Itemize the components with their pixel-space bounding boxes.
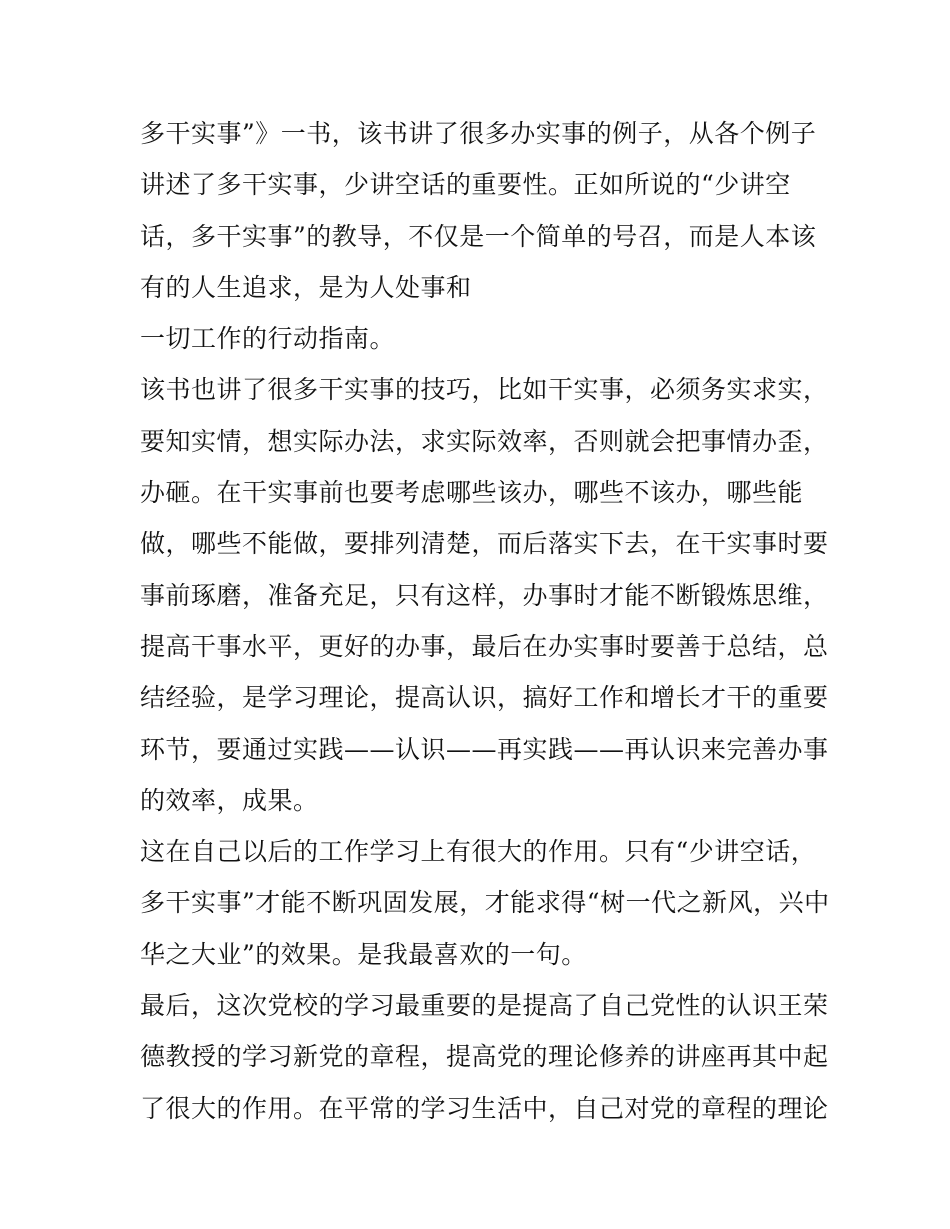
- text-line: 要知实情，想实际办法，求实际效率，否则就会把事情办歪，: [140, 426, 829, 456]
- text-line: 事前琢磨，准备充足，只有这样，办事时才能不断锻炼思维，: [140, 580, 829, 610]
- body-text: [140, 108, 830, 1134]
- text-line: 的效率，成果。: [140, 785, 319, 815]
- text-line: 结经验，是学习理论，提高认识，搞好工作和增长才干的重要: [140, 683, 829, 713]
- text-line: 该书也讲了很多干实事的技巧，比如干实事，必须务实求实，: [140, 375, 829, 405]
- text-line: 有的人生追求，是为人处事和: [140, 272, 472, 302]
- text-line: 这在自己以后的工作学习上有很大的作用。只有“少讲空话，: [140, 837, 817, 867]
- text-line: 话，多干实事”的教导，不仅是一个简单的号召，而是人本该: [140, 221, 817, 251]
- text-line: 办砸。在干实事前也要考虑哪些该办，哪些不该办，哪些能: [140, 478, 804, 508]
- text-line: 做，哪些不能做，要排列清楚，而后落实下去，在干实事时要: [140, 529, 829, 559]
- text-line: 多干实事”》一书，该书讲了很多办实事的例子，从各个例子: [140, 119, 817, 148]
- text-line: 了很大的作用。在平常的学习生活中，自己对党的章程的理论: [140, 1093, 829, 1123]
- text-line: 提高干事水平，更好的办事，最后在办实事时要善于总结，总: [140, 631, 829, 661]
- text-line: 环节，要通过实践——认识——再实践——再认识来完善办事: [140, 734, 829, 764]
- text-line: 最后，这次党校的学习最重要的是提高了自己党性的认识王荣: [140, 991, 829, 1021]
- text-line: 德教授的学习新党的章程，提高党的理论修养的讲座再其中起: [140, 1042, 829, 1072]
- text-line: 讲述了多干实事，少讲空话的重要性。正如所说的“少讲空: [140, 170, 791, 200]
- text-line: 一切工作的行动指南。: [140, 324, 396, 354]
- text-line: 多干实事”才能不断巩固发展，才能求得“树一代之新风，兴中: [140, 888, 830, 918]
- text-line: 华之大业”的效果。是我最喜欢的一句。: [140, 939, 587, 969]
